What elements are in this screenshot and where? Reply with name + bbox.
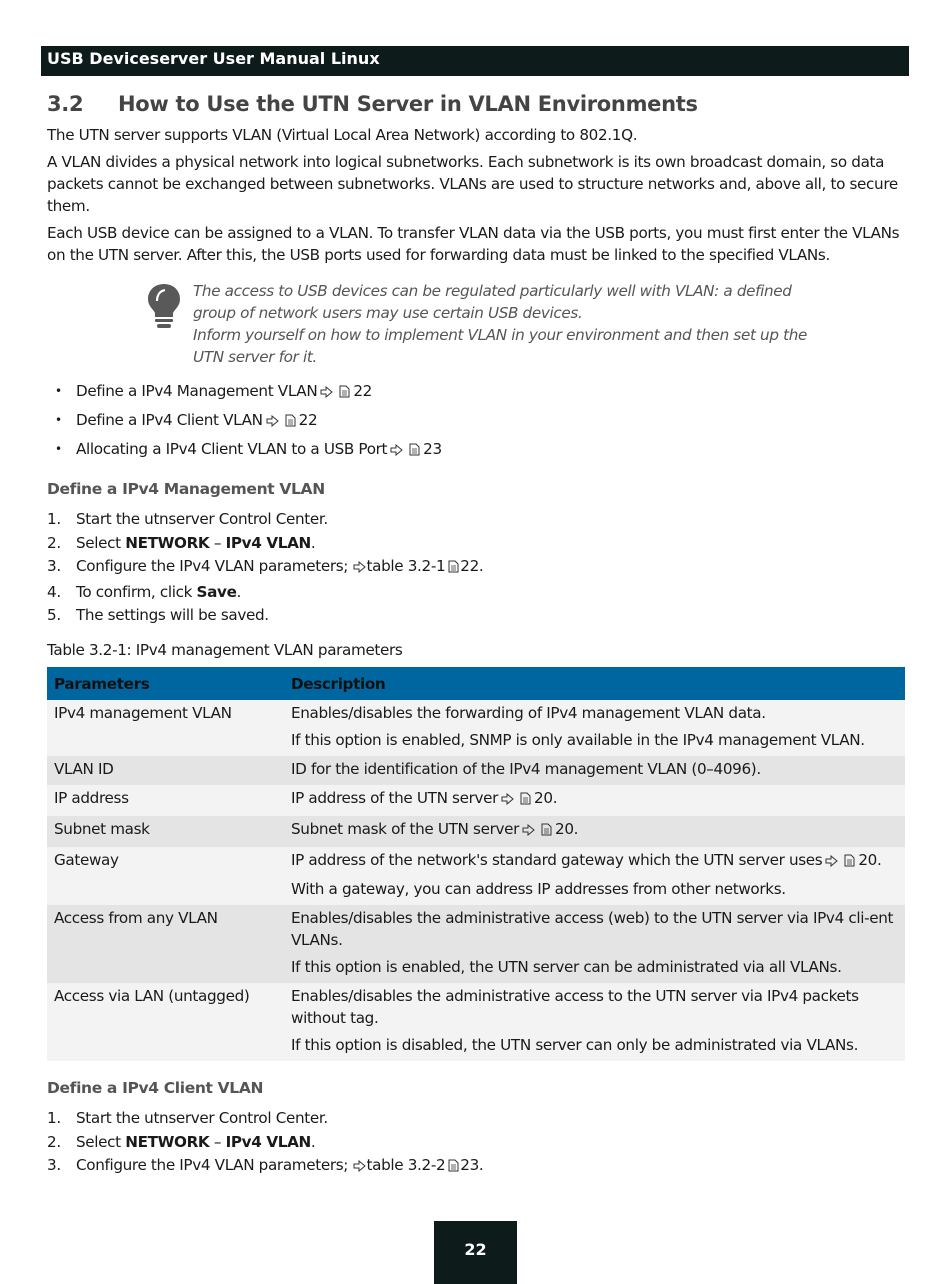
table-reference-link[interactable]: table 3.2-2 xyxy=(366,1156,446,1174)
arrow-right-icon xyxy=(522,820,535,842)
step-list xyxy=(47,1107,905,1178)
tip-text: The access to USB devices can be regulated particularly well with VLAN: a defined group of network users may use certain USB devices. xyxy=(193,282,792,322)
section-heading xyxy=(47,88,905,120)
table-row xyxy=(47,700,905,756)
running-header xyxy=(41,46,909,76)
page-icon xyxy=(448,1156,459,1178)
subsection-heading: Define a IPv4 Client VLAN xyxy=(47,1079,264,1097)
column-header: Description xyxy=(284,667,905,700)
intro-paragraph: A VLAN divides a physical network into logical subnetworks. Each subnetwork is its own broadcast domain, so data packets cannot be exchanged between subnetworks. VLANs are used to structure networks and, above all, to secure them. xyxy=(47,153,898,215)
list-item: 2. Select NETWORK – IPv4 VLAN. xyxy=(47,1132,316,1151)
desc-cell: Enables/disables the administrative access (web) to the UTN server via IPv4 cli-ent VLANs. If this option is enabled, the UTN server can be administrated via all VLANs. xyxy=(284,905,905,983)
arrow-right-icon xyxy=(353,1156,366,1178)
param-cell: Gateway xyxy=(47,847,284,905)
manual-title: USB Deviceserver User Manual Linux xyxy=(47,49,380,68)
page-icon xyxy=(448,557,459,579)
desc-cell: IP address of the network's standard gateway which the UTN server uses 20. With a gateway, you can address IP addresses from other networks. xyxy=(284,847,905,905)
table-row xyxy=(47,785,905,816)
page-icon xyxy=(409,440,420,462)
topic-link-list xyxy=(47,380,905,462)
page-icon xyxy=(844,851,855,873)
table-row xyxy=(47,756,905,785)
table-reference-link[interactable]: table 3.2-1 xyxy=(366,557,446,575)
param-cell: IP address xyxy=(47,785,284,816)
desc-cell: IP address of the UTN server 20. xyxy=(284,785,905,816)
table-header-row xyxy=(47,667,905,700)
table-row xyxy=(47,983,905,1061)
desc-cell: Enables/disables the administrative access to the UTN server via IPv4 packets without tag. If this option is disabled, the UTN server can only be administrated via VLANs. xyxy=(284,983,905,1061)
param-cell: Subnet mask xyxy=(47,816,284,847)
page-number: 22 xyxy=(434,1221,517,1284)
page-icon xyxy=(541,820,552,842)
arrow-right-icon xyxy=(501,789,514,811)
desc-cell: ID for the identification of the IPv4 management VLAN (0–4096). xyxy=(284,756,905,785)
topic-link[interactable]: • Define a IPv4 Management VLAN 22 xyxy=(47,380,905,404)
desc-cell: Enables/disables the forwarding of IPv4 management VLAN data. If this option is enabled, SNMP is only available in the IPv4 management VLAN. xyxy=(284,700,905,756)
section-title: How to Use the UTN Server in VLAN Environments xyxy=(118,92,698,116)
lightbulb-icon xyxy=(147,282,181,336)
column-header: Parameters xyxy=(47,667,284,700)
param-cell: VLAN ID xyxy=(47,756,284,785)
table-row xyxy=(47,905,905,983)
list-item: 1. Start the utnserver Control Center. xyxy=(47,510,328,528)
param-cell: IPv4 management VLAN xyxy=(47,700,284,756)
topic-link[interactable]: • Define a IPv4 Client VLAN 22 xyxy=(47,409,905,433)
table-row xyxy=(47,816,905,847)
step-list xyxy=(47,508,905,626)
topic-link[interactable]: • Allocating a IPv4 Client VLAN to a USB Port 23 xyxy=(47,438,905,462)
arrow-right-icon xyxy=(320,382,333,404)
subsection-heading: Define a IPv4 Management VLAN xyxy=(47,480,325,498)
intro-paragraph: The UTN server supports VLAN (Virtual Local Area Network) according to 802.1Q. xyxy=(47,126,638,144)
list-item: 3. Configure the IPv4 VLAN parameters; table 3.2-1 22. xyxy=(47,555,905,579)
arrow-right-icon xyxy=(825,851,838,873)
parameters-table xyxy=(47,667,905,1061)
tip-box xyxy=(47,280,905,368)
table-caption: Table 3.2-1: IPv4 management VLAN parameters xyxy=(47,641,403,659)
list-item: 1. Start the utnserver Control Center. xyxy=(47,1109,328,1127)
param-cell: Access from any VLAN xyxy=(47,905,284,983)
param-cell: Access via LAN (untagged) xyxy=(47,983,284,1061)
section-number: 3.2 xyxy=(47,92,84,116)
list-item: 3. Configure the IPv4 VLAN parameters; table 3.2-2 23. xyxy=(47,1154,905,1178)
arrow-right-icon xyxy=(390,440,403,462)
page-content xyxy=(47,88,905,1180)
list-item: 2. Select NETWORK – IPv4 VLAN. xyxy=(47,533,316,552)
page-icon xyxy=(520,789,531,811)
arrow-right-icon xyxy=(266,411,279,433)
arrow-right-icon xyxy=(353,557,366,579)
table-row xyxy=(47,847,905,905)
tip-text: Inform yourself on how to implement VLAN in your environment and then set up the UTN server for it. xyxy=(193,326,807,366)
page-icon xyxy=(339,382,350,404)
page-icon xyxy=(285,411,296,433)
list-item: 5. The settings will be saved. xyxy=(47,606,269,624)
desc-cell: Subnet mask of the UTN server 20. xyxy=(284,816,905,847)
list-item: 4. To confirm, click Save. xyxy=(47,582,242,601)
intro-paragraph: Each USB device can be assigned to a VLAN. To transfer VLAN data via the USB ports, you must first enter the VLANs on the UTN server. After this, the USB ports used for forwarding data must be linked to the specified VLANs. xyxy=(47,224,900,264)
